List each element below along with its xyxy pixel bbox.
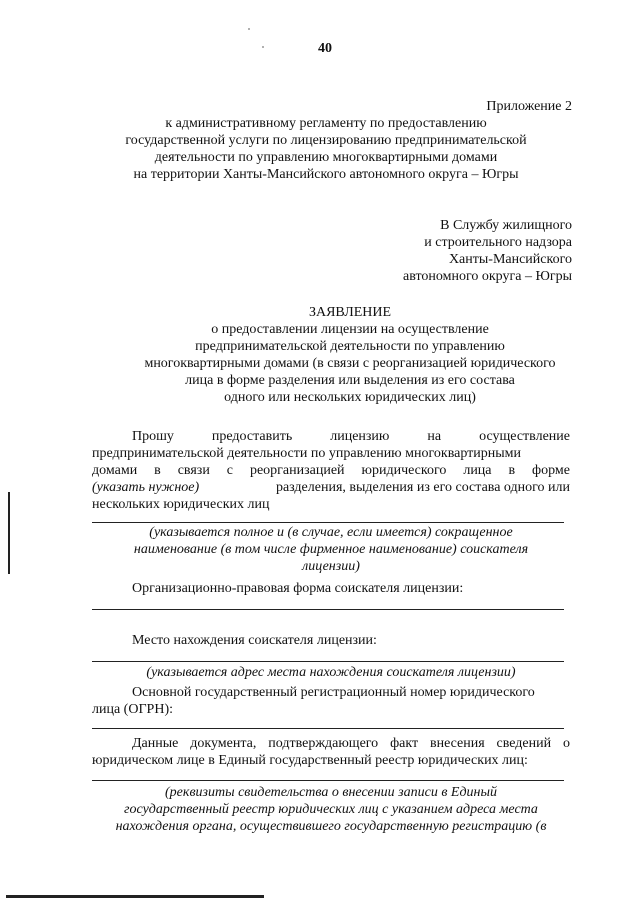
- request-row-3: [92, 462, 570, 479]
- note-line: наименование (в том числе фирменное наименование) соискателя: [133, 542, 529, 557]
- note-line: (реквизиты свидетельства о внесении записи в Единый: [165, 785, 497, 800]
- recipient-line-1: В Службу жилищного: [440, 218, 572, 233]
- scan-bottom-bar: [6, 895, 264, 898]
- appendix-line-2: к административному регламенту по предоставлению: [165, 116, 487, 131]
- egrul-word: факт: [390, 736, 419, 751]
- title-line-5: одного или нескольких юридических лиц): [224, 390, 476, 405]
- scan-speck: [262, 46, 264, 48]
- request-word: реорганизацией: [249, 463, 345, 478]
- document-title: [120, 304, 580, 406]
- applicant-name-field[interactable]: [92, 522, 564, 523]
- egrul-field[interactable]: [92, 780, 564, 781]
- request-word: домами: [92, 463, 138, 478]
- request-word: связи: [177, 463, 210, 478]
- request-word: юридического: [361, 463, 447, 478]
- request-line-5: нескольких юридических лиц: [92, 497, 270, 512]
- request-word: с: [226, 463, 233, 478]
- egrul-word: подтверждающего: [268, 736, 379, 751]
- egrul-row-1: [92, 735, 570, 752]
- title-heading: ЗАЯВЛЕНИЕ: [308, 305, 392, 320]
- note-line: нахождения органа, осуществившего государственную регистрацию (в: [115, 819, 547, 834]
- request-word: в: [154, 463, 161, 478]
- egrul-line-2: юридическом лице в Единый государственный реестр юридических лиц:: [92, 753, 528, 768]
- recipient-line-4: автономного округа – Югры: [403, 269, 572, 284]
- appendix-line-4: деятельности по управлению многоквартирными домами: [154, 150, 498, 165]
- appendix-line-3: государственной услуги по лицензированию предпринимательской: [125, 133, 527, 148]
- request-line-2: предпринимательской деятельности по управлению многоквартирными: [92, 446, 522, 461]
- scan-margin-mark: [8, 492, 10, 574]
- request-word: осуществление: [479, 429, 570, 444]
- request-word: предоставить: [211, 429, 293, 444]
- egrul-word: о: [563, 736, 570, 751]
- egrul-label: [92, 735, 570, 769]
- appendix-line-1: Приложение 2: [486, 99, 572, 114]
- location-label: Место нахождения соискателя лицензии:: [132, 633, 377, 648]
- specify-needed-note: (указать нужное): [92, 480, 200, 495]
- scan-speck: [248, 28, 250, 30]
- ogrn-label: [92, 684, 570, 718]
- note-line: государственный реестр юридических лиц с указанием адреса места: [124, 802, 538, 817]
- request-word: лицензию: [330, 429, 390, 444]
- org-form-label: Организационно-правовая форма соискателя лицензии:: [132, 581, 464, 596]
- org-form-field[interactable]: [92, 609, 564, 610]
- egrul-word: внесения: [429, 736, 485, 751]
- note-line: (указывается полное и (в случае, если имеется) сокращенное: [149, 525, 513, 540]
- title-line-3: многоквартирными домами (в связи с реорганизацией юридического: [144, 356, 556, 371]
- ogrn-line-1: Основной государственный регистрационный номер юридического: [132, 685, 535, 700]
- request-word: Прошу: [132, 429, 174, 444]
- request-row-4: [92, 479, 570, 496]
- note-line: лицензии): [302, 559, 360, 574]
- appendix-header: [52, 98, 572, 183]
- request-word: форме: [532, 463, 570, 478]
- recipient-line-3: Ханты-Мансийского: [448, 252, 572, 267]
- request-word: в: [508, 463, 516, 478]
- applicant-name-note: [92, 524, 570, 575]
- title-line-2: предпринимательской деятельности по управлению: [195, 339, 505, 354]
- request-line-4-text: разделения, выделения из его состава одного или: [275, 480, 570, 495]
- egrul-word: документа,: [190, 736, 257, 751]
- title-line-4: лица в форме разделения или выделения из его состава: [185, 373, 515, 388]
- appendix-line-5: на территории Ханты-Мансийского автономного округа – Югры: [133, 167, 519, 182]
- egrul-word: сведений: [496, 736, 552, 751]
- page-number: 40: [318, 41, 332, 56]
- ogrn-line-2: лица (ОГРН):: [92, 702, 173, 717]
- egrul-note: [92, 784, 570, 835]
- location-note: (указывается адрес места нахождения соискателя лицензии): [146, 665, 516, 680]
- request-row-1: [92, 428, 570, 445]
- recipient-block: [388, 217, 572, 285]
- location-field[interactable]: [92, 661, 564, 662]
- ogrn-field[interactable]: [92, 728, 564, 729]
- request-word: лица: [463, 463, 492, 478]
- request-word: на: [427, 429, 442, 444]
- request-paragraph: [92, 428, 570, 513]
- title-line-1: о предоставлении лицензии на осуществление: [211, 322, 489, 337]
- egrul-word: Данные: [132, 736, 179, 751]
- recipient-line-2: и строительного надзора: [424, 235, 572, 250]
